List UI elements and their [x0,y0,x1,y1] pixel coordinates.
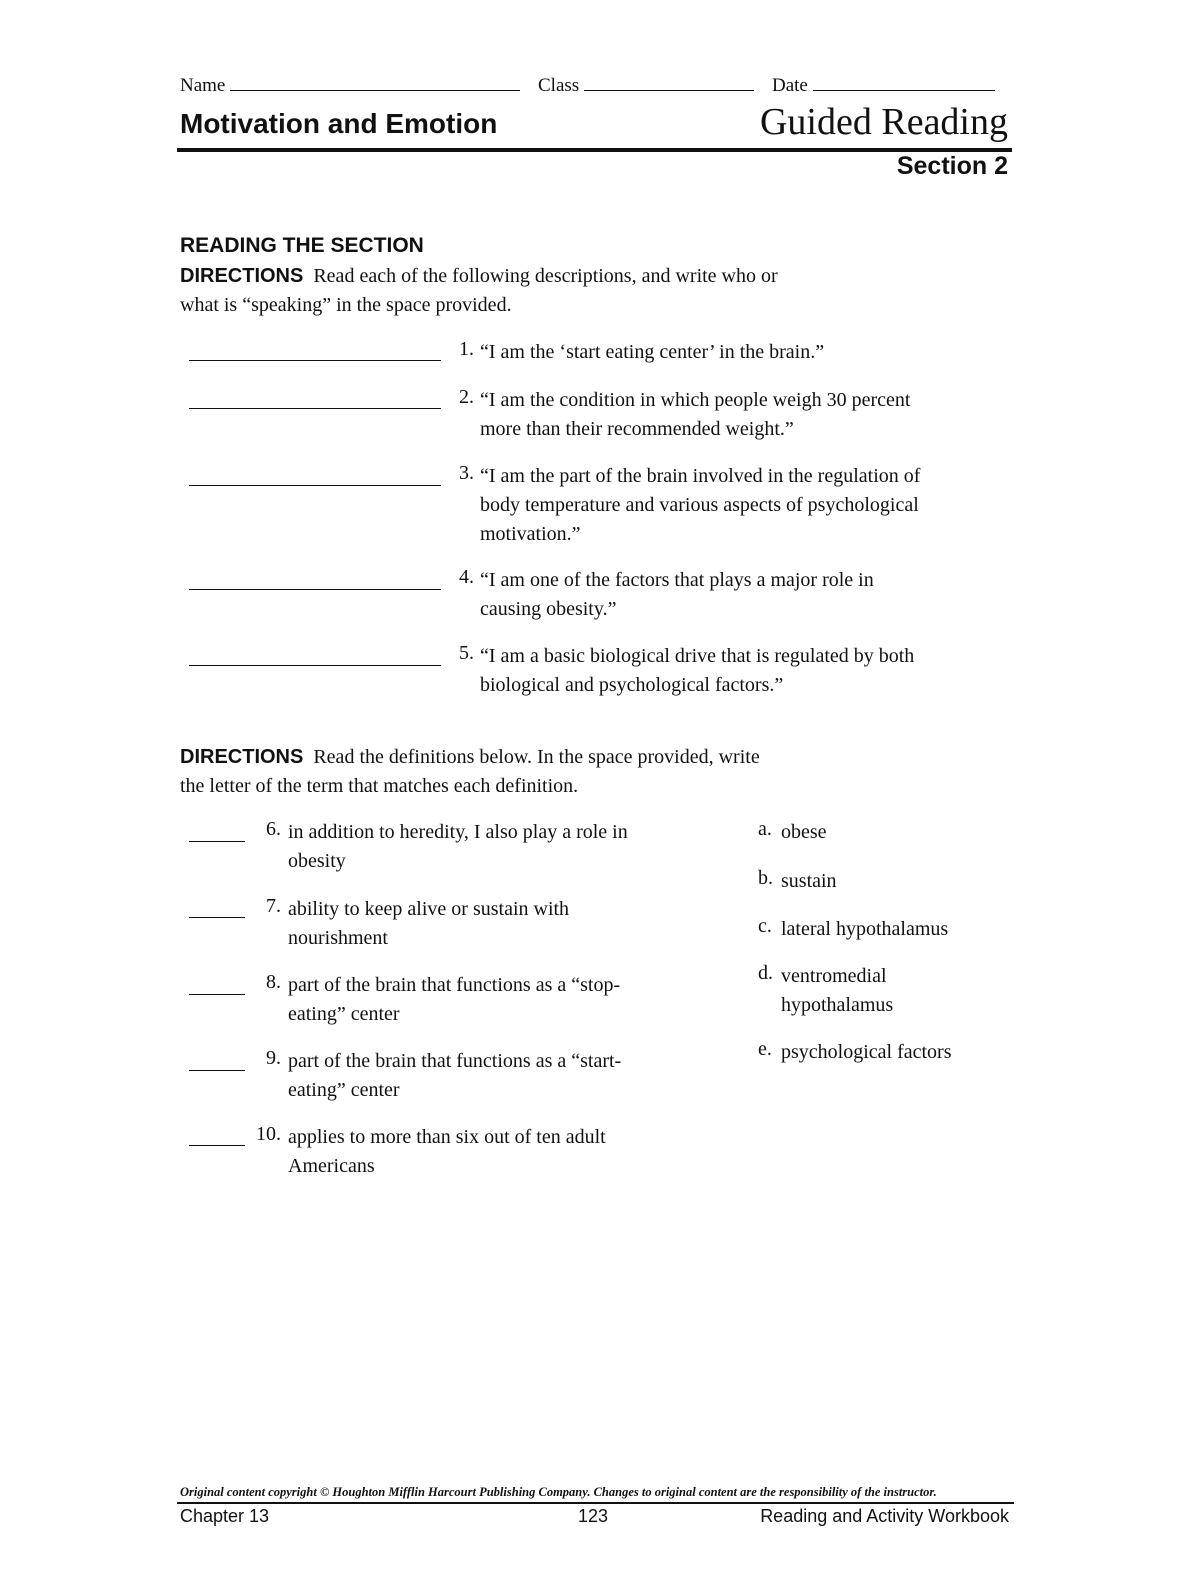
question-number: 4. [459,566,474,588]
answer-blank-5[interactable] [189,665,441,666]
header-rule [177,148,1012,152]
definition-number: 10. [256,1123,281,1145]
option-line: ventromedial [781,965,887,987]
question-line: “I am the part of the brain involved in the regulation of [480,465,921,487]
answer-blank-1[interactable] [189,360,441,361]
section-label: Section 2 [896,152,1008,180]
question-text [480,462,1000,549]
definition-text [288,895,688,953]
page-title: Motivation and Emotion [180,108,498,139]
class-field [538,72,754,97]
option-letter: d. [758,962,773,984]
definition-text [288,971,688,1029]
option-text [781,915,1001,944]
definition-line: ability to keep alive or sustain with [288,898,570,920]
answer-blank-7[interactable] [189,917,245,918]
question-text [480,566,1000,624]
answer-blank-3[interactable] [189,485,441,486]
answer-blank-2[interactable] [189,408,441,409]
date-field [772,72,995,97]
definition-line: obesity [288,850,346,872]
directions-1-line1: Read each of the following descriptions, and write who or [313,265,778,287]
date-blank[interactable] [813,72,995,91]
answer-blank-10[interactable] [189,1145,245,1146]
definition-number: 6. [266,818,281,840]
question-line: motivation.” [480,523,581,545]
option-line: lateral hypothalamus [781,918,949,940]
definition-number: 8. [266,971,281,993]
directions-2-label: DIRECTIONS [180,746,304,768]
copyright-notice: Original content copyright © Houghton Mifflin Harcourt Publishing Company. Changes to original content are the responsibility of the instructor. [180,1485,937,1499]
option-letter: e. [758,1038,772,1060]
name-label: Name [180,75,226,96]
definition-line: applies to more than six out of ten adult [288,1126,606,1148]
question-line: “I am a basic biological drive that is regulated by both [480,645,915,667]
option-line: hypothalamus [781,994,894,1016]
class-blank[interactable] [584,72,754,91]
definition-line: eating” center [288,1003,400,1025]
question-number: 5. [459,642,474,664]
definition-line: Americans [288,1155,375,1177]
directions-2-line2: the letter of the term that matches each definition. [180,775,579,797]
footer-chapter: Chapter 13 [180,1506,270,1526]
definition-text [288,818,688,876]
definition-line: part of the brain that functions as a “stop- [288,974,621,996]
footer-workbook: Reading and Activity Workbook [760,1506,1009,1526]
option-line: psychological factors [781,1041,952,1063]
guided-reading-label: Guided Reading [759,101,1008,143]
directions-1-label: DIRECTIONS [180,265,304,287]
directions-1-line2: what is “speaking” in the space provided. [180,294,512,316]
name-field [180,72,520,97]
definition-number: 7. [266,895,281,917]
question-line: body temperature and various aspects of psychological [480,494,919,516]
definition-text [288,1047,688,1105]
option-line: sustain [781,870,837,892]
definition-line: part of the brain that functions as a “start- [288,1050,622,1072]
question-text [480,386,1000,444]
option-line: obese [781,821,827,843]
question-line: biological and psychological factors.” [480,674,784,696]
option-text [781,867,1001,896]
directions-2 [180,743,900,801]
reading-heading: READING THE SECTION [180,234,424,257]
answer-blank-9[interactable] [189,1070,245,1071]
question-text [480,642,1000,700]
question-number: 1. [459,338,474,360]
question-line: more than their recommended weight.” [480,418,794,440]
definition-line: nourishment [288,927,388,949]
definition-line: eating” center [288,1079,400,1101]
option-text [781,818,1001,847]
question-number: 3. [459,462,474,484]
answer-blank-6[interactable] [189,841,245,842]
question-number: 2. [459,386,474,408]
option-letter: b. [758,867,773,889]
definition-number: 9. [266,1047,281,1069]
directions-2-line1: Read the definitions below. In the space provided, write [313,746,760,768]
class-label: Class [538,75,580,96]
answer-blank-8[interactable] [189,994,245,995]
question-text [480,338,1000,367]
question-line: “I am one of the factors that plays a major role in [480,569,874,591]
question-line: “I am the condition in which people weigh 30 percent [480,389,911,411]
definition-text [288,1123,688,1181]
question-line: causing obesity.” [480,598,617,620]
footer-rule [177,1502,1014,1504]
question-line: “I am the ‘start eating center’ in the brain.” [480,341,825,363]
directions-1 [180,262,900,320]
option-text [781,962,1001,1020]
option-letter: c. [758,915,772,937]
definition-line: in addition to heredity, I also play a role in [288,821,628,843]
option-text [781,1038,1001,1067]
date-label: Date [772,75,808,96]
option-letter: a. [758,818,772,840]
name-blank[interactable] [230,72,520,91]
footer-page-number: 123 [578,1506,609,1526]
answer-blank-4[interactable] [189,589,441,590]
